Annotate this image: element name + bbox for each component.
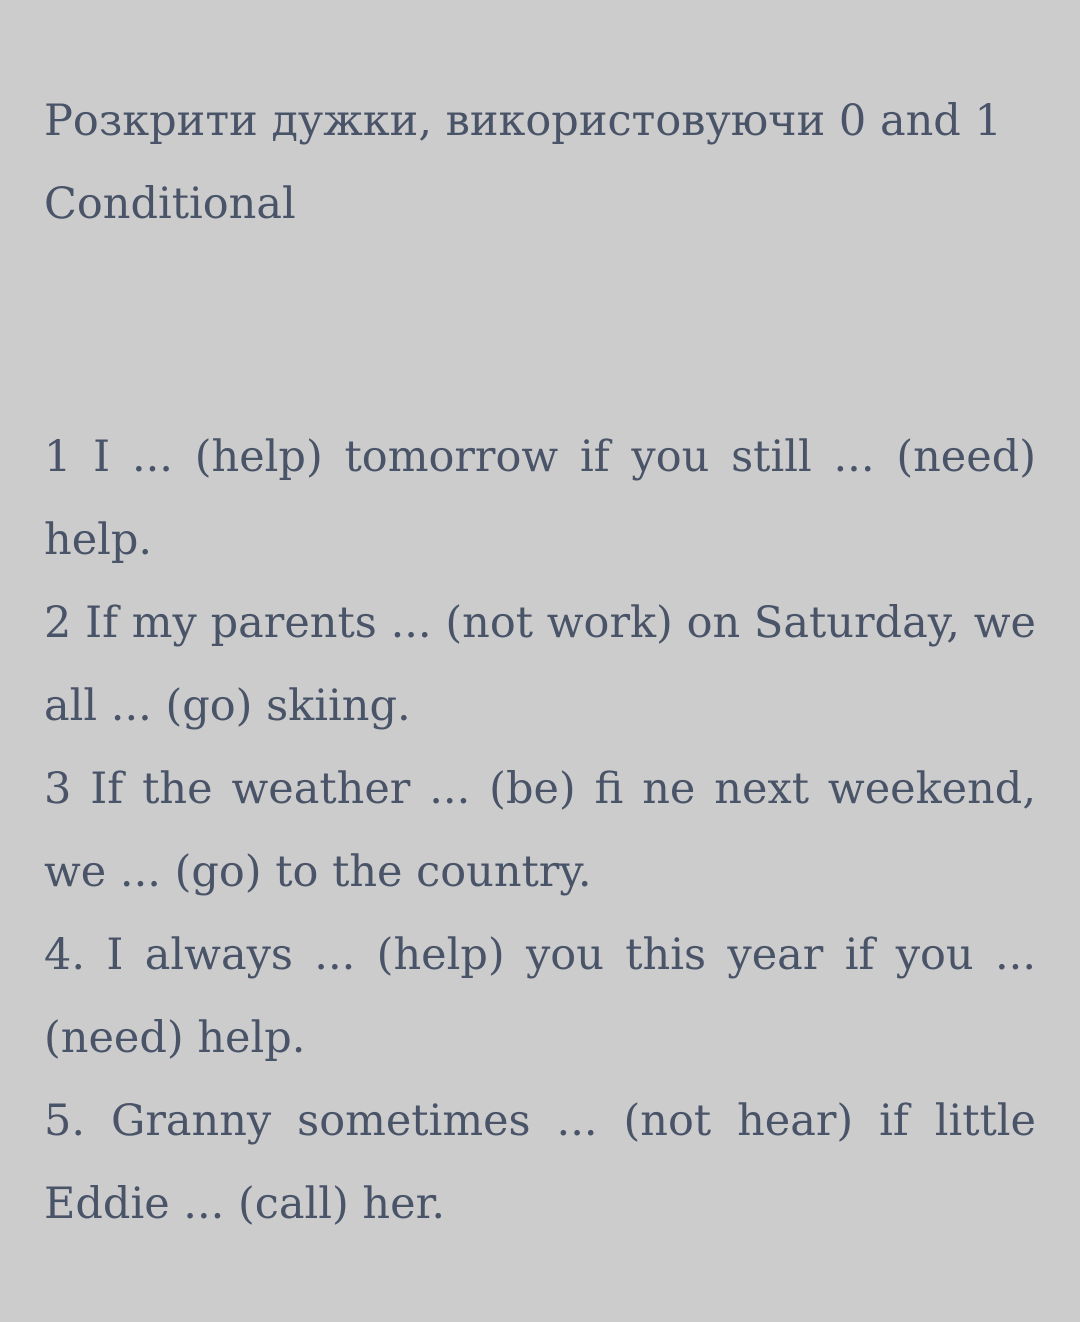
exercise-item: 2 If my parents ... (not work) on Saturday, we all ... (go) skiing. — [44, 598, 1036, 731]
exercise-item: 3 If the weather ... (be) fi ne next weekend, we ... (go) to the country. — [44, 764, 1036, 897]
exercise-item: 4. I always ... (help) you this year if you ... (need) help. — [44, 930, 1036, 1063]
exercise-item: 1 I ... (help) tomorrow if you still ... (need) help. — [44, 432, 1036, 565]
task-instruction: Розкрити дужки, використовуючи 0 and 1 Conditional — [44, 96, 1002, 229]
exercise-list — [44, 416, 1036, 1246]
exercise-item: 5. Granny sometimes ... (not hear) if little Eddie ... (call) her. — [44, 1096, 1036, 1229]
document-page — [44, 80, 1036, 1229]
